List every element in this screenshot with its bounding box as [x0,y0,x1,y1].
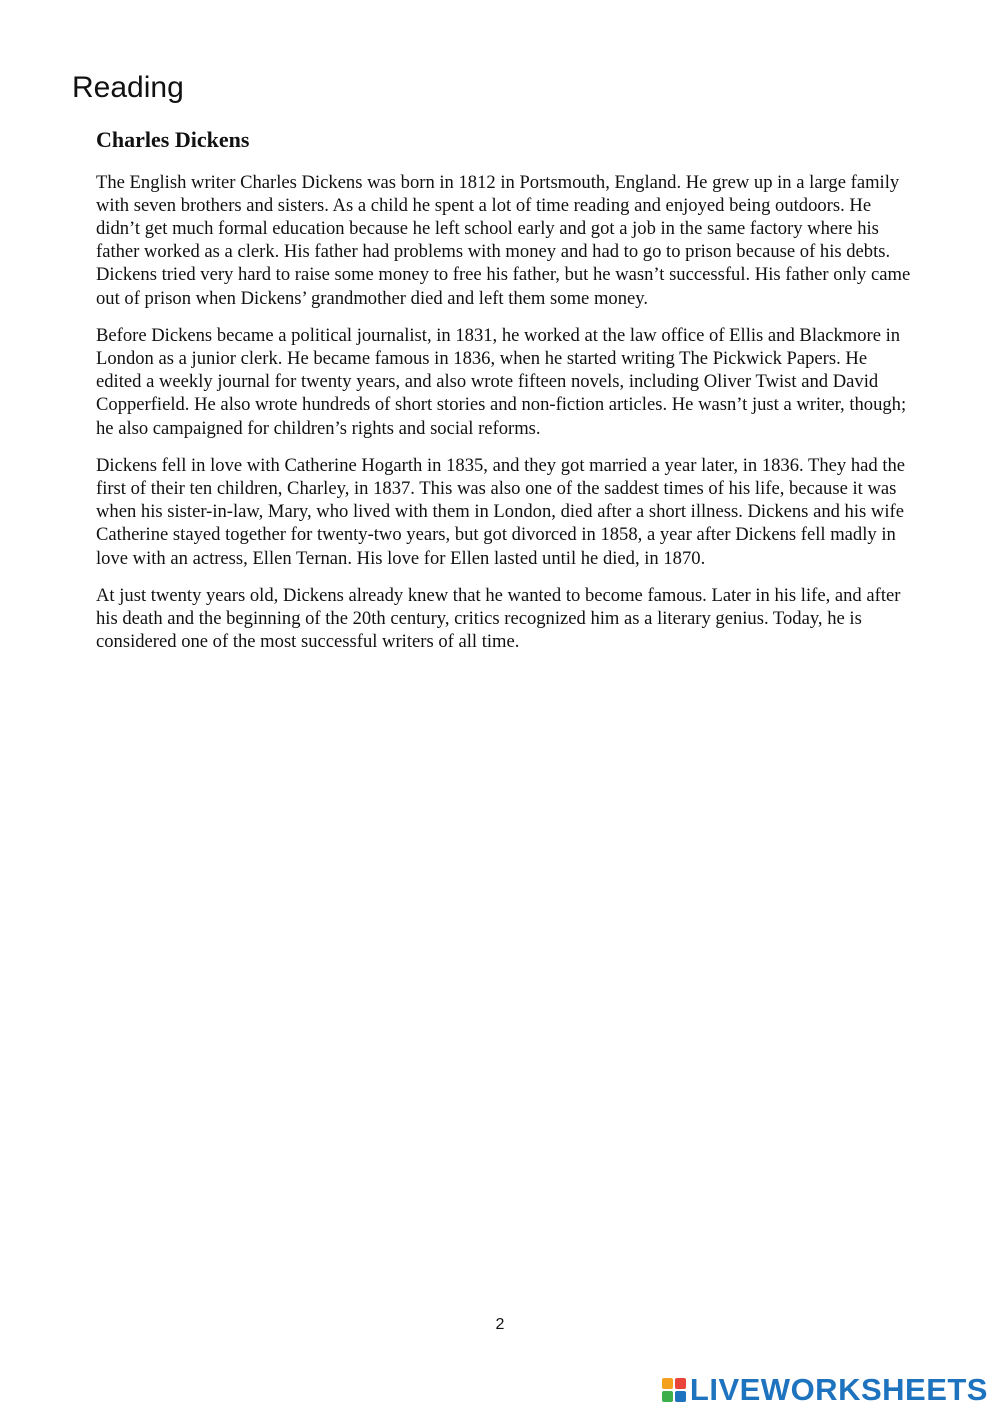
section-title: Reading [72,71,184,104]
paragraph-1: The English writer Charles Dickens was born in 1812 in Portsmouth, England. He grew up in a large family with seven brothers and sisters. As a child he spent a lot of time reading and enjoyed being outdoors. He didn’t get much formal education because he left school early and got a job in the same factory where his father worked as a clerk. His father had problems with money and had to go to prison because of his debts. Dickens tried very hard to raise some money to free his father, but he wasn’t successful. His father only came out of prison when Dickens’ grandmother died and left them some money. [96,171,911,309]
paragraph-3: Dickens fell in love with Catherine Hogarth in 1835, and they got married a year later, in 1836. They had the first of their ten children, Charley, in 1837. This was also one of the saddest times of his life, because it was when his sister-in-law, Mary, who lived with them in London, died after a short illness. Dickens and his wife Catherine stayed together for twenty-two years, but got divorced in 1858, a year after Dickens fell madly in love with an actress, Ellen Ternan. His love for Ellen lasted until he died, in 1870. [96,454,906,569]
brand-text: LIVEWORKSHEETS [689,1372,988,1407]
liveworksheets-logo-icon [661,1377,687,1403]
article [96,126,916,667]
article-title: Charles Dickens [96,127,250,152]
brand-watermark[interactable] [661,1374,988,1405]
page-number: 2 [495,1316,505,1333]
paragraph-2: Before Dickens became a political journalist, in 1831, he worked at the law office of Ellis and Blackmore in London as a junior clerk. He became famous in 1836, when he started writing The Pickwick Papers. He edited a weekly journal for twenty years, and also wrote fifteen novels, including Oliver Twist and David Copperfield. He also wrote hundreds of short stories and non-fiction articles. He wasn’t just a writer, though; he also campaigned for children’s rights and social reforms. [96,324,907,439]
paragraph-4: At just twenty years old, Dickens already knew that he wanted to become famous. Later in his life, and after his death and the beginning of the 20th century, critics recognized him as a literary genius. Today, he is considered one of the most successful writers of all time. [96,584,901,653]
